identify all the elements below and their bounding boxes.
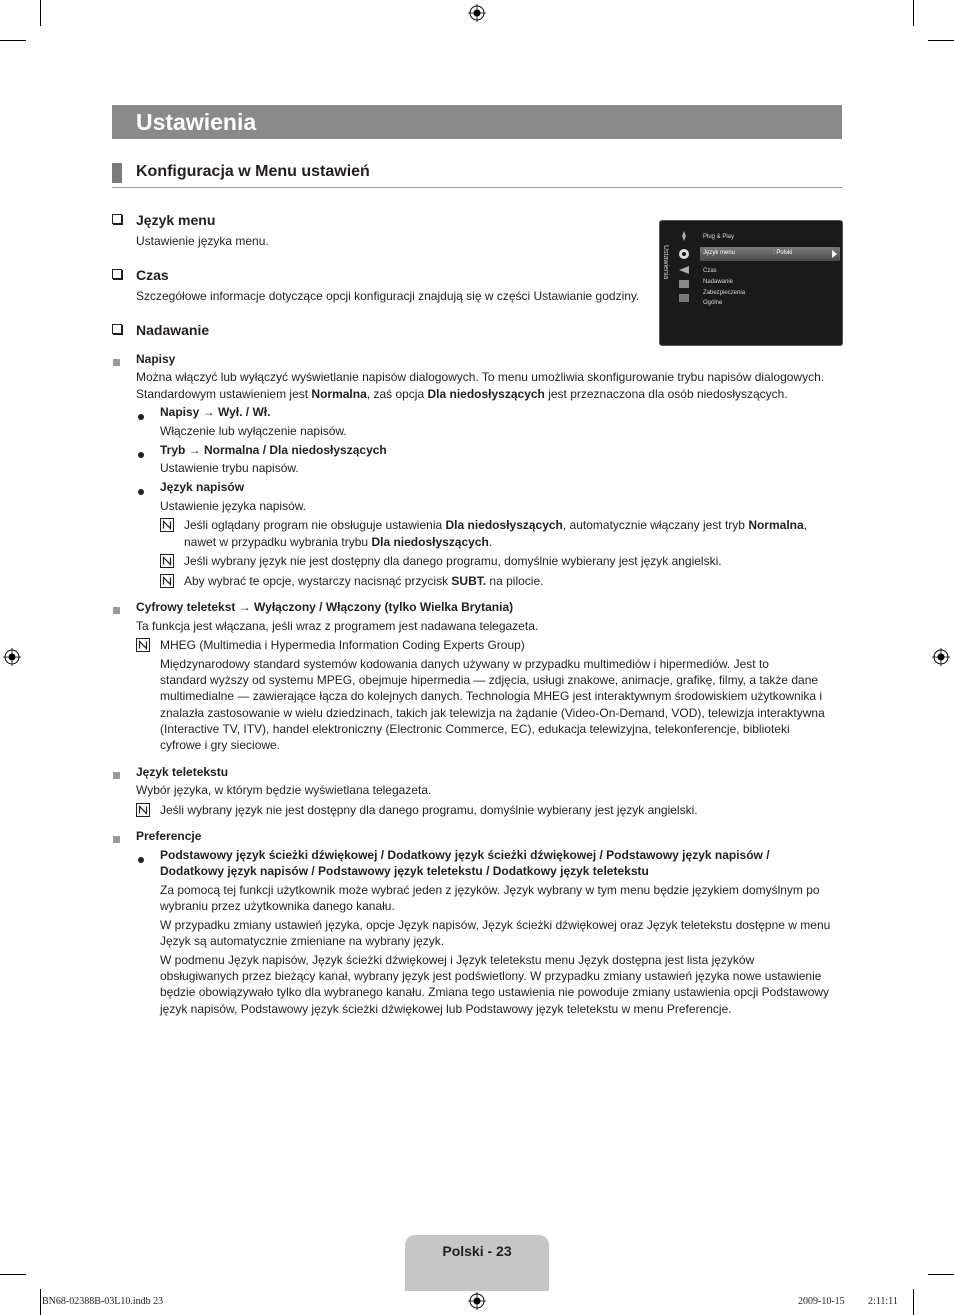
input-icon — [677, 278, 691, 290]
picture-icon — [677, 230, 691, 242]
jezyk-teletekstu-desc: Wybór języka, w którym będzie wyświetlana telegazeta. — [136, 783, 432, 797]
napisy-title: Napisy — [136, 352, 176, 366]
jezyk-teletekstu-note: Jeśli wybrany język nie jest dostępny dla danego programu, domyślnie wybierany jest język angielski. — [160, 803, 698, 817]
date-slug: 2009-10-15 — [798, 1296, 845, 1307]
tv-menu-item-zabezpieczenia: Zabezpieczenia — [703, 290, 746, 296]
napisy-note-3: Aby wybrać te opcje, wystarczy nacisnąć przycisk SUBT. na pilocie. — [184, 574, 544, 588]
napisy-bullet-1-title: Napisy → Wył. / Wł. — [160, 405, 271, 419]
tv-menu-side-label: Ustawienia — [662, 245, 669, 280]
napisy-bullet-3-title: Język napisów — [160, 480, 245, 494]
teletekst-p2: standard wyższy od systemu MPEG, obejmuje hipermedia — zdjęcia, usługi znakowe, animacje, grafikę, filmy, a także dane — [160, 673, 819, 687]
item-desc-czas: Szczegółowe informacje dotyczące opcji konfiguracji znajdują się w części Ustawianie godziny. — [136, 289, 640, 303]
crop-mark — [928, 40, 954, 41]
napisy-bullet-2-title: Tryb → Normalna / Dla niedosłyszących — [160, 443, 387, 457]
crop-mark — [0, 40, 26, 41]
antenna-icon — [677, 264, 691, 276]
napisy-bullet-1-desc: Włączenie lub wyłączenie napisów. — [160, 424, 347, 438]
page-number-tab — [405, 1235, 549, 1291]
teletekst-p5: (Interactive TV, ITV), handel elektroniczny (Electronic Commerce, EC), edukacja telewizyjna, telekonferencje, biblioteki — [160, 722, 790, 736]
file-slug: BN68-02388B-03L10.indb 23 — [42, 1296, 164, 1307]
napisy-bullet-2-desc: Ustawienie trybu napisów. — [160, 461, 299, 475]
square-bullet-icon — [113, 355, 120, 369]
item-title-czas: Czas — [136, 267, 169, 283]
tv-menu-item-ogolne: Ogólne — [703, 300, 723, 306]
teletekst-p4: znalazła zastosowanie w wielu dziedzinach, takich jak telewizja na żądanie (Video-On-Demand, VOD), telewizja interaktywna — [160, 706, 825, 720]
napisy-bullet-3-desc: Ustawienie języka napisów. — [160, 499, 307, 513]
preferencje-bullet-title-1: Podstawowy język ścieżki dźwiękowej / Dodatkowy język ścieżki dźwiękowej / Podstawowy język napisów / — [160, 848, 770, 862]
napisy-note-2: Jeśli wybrany język nie jest dostępny dla danego programu, domyślnie wybierany jest język angielski. — [184, 554, 722, 568]
registration-mark-icon — [468, 1292, 486, 1310]
note-icon — [136, 638, 150, 652]
preferencje-c4: język napisów, Podstawowy język ścieżki dźwiękowej lub Podstawowy język teletekstu w menu Preferencje. — [160, 1002, 732, 1016]
crop-mark — [40, 0, 41, 26]
square-bullet-icon — [113, 832, 120, 846]
registration-mark-icon — [3, 648, 21, 666]
square-bullet-icon — [113, 768, 120, 782]
item-checkbox-icon — [112, 268, 122, 282]
napisy-desc-2: Standardowym ustawieniem jest Normalna, zaś opcja Dla niedosłyszących jest przeznaczona dla osób niedosłyszących. — [136, 387, 788, 401]
tv-menu-item-selected — [700, 247, 840, 261]
time-slug: 2:11:11 — [868, 1296, 898, 1307]
teletekst-title: Cyfrowy teletekst → Wyłączony / Włączony (tylko Wielka Brytania) — [136, 600, 514, 614]
item-checkbox-icon — [112, 213, 122, 227]
registration-mark-icon — [468, 4, 486, 22]
section-heading — [112, 161, 842, 188]
preferencje-a2: wybraniu przez użytkownika danego kanału. — [160, 899, 395, 913]
preferencje-a1: Za pomocą tej funkcji użytkownik może wybrać jeden z języków. Język wybrany w tym menu będzie językiem domyślnym po — [160, 883, 820, 897]
napisy-desc-1: Można włączyć lub wyłączyć wyświetlanie napisów dialogowych. To menu umożliwia skonfigurowanie trybu napisów dialogowych. — [136, 370, 825, 384]
jezyk-teletekstu-title: Język teletekstu — [136, 765, 229, 779]
preferencje-c2: obsługiwanych przez bieżący kanał, wybrany język jest podświetlony. W przypadku zmiany ustawień języka nowe ustawienie — [160, 969, 822, 983]
preferencje-c1: W podmenu Język napisów, Język ścieżki dźwiękowej i Język teletekstu menu Język dostępna jest lista języków — [160, 953, 755, 967]
napisy-note-1-cont: nawet w przypadku wybrania trybu Dla niedosłyszących. — [184, 535, 493, 549]
crop-mark — [40, 1289, 41, 1315]
napisy-note-1: Jeśli oglądany program nie obsługuje ustawienia Dla niedosłyszących, automatycznie włączany jest tryb Normalna, — [184, 518, 808, 532]
tv-menu-screenshot — [659, 220, 843, 346]
bullet-icon — [138, 409, 144, 423]
item-title-jezyk-menu: Język menu — [136, 212, 216, 228]
page-title: Ustawienia — [136, 109, 257, 135]
preferencje-bullet-title-2: Dodatkowy język napisów / Podstawowy język teletekstu / Dodatkowy język teletekstu — [160, 864, 649, 878]
page-title-bar — [112, 105, 842, 139]
teletekst-note: MHEG (Multimedia i Hypermedia Information Coding Experts Group) — [160, 638, 525, 652]
note-icon — [160, 518, 174, 532]
crop-mark — [0, 1274, 26, 1275]
tv-menu-selected-value: : Polski — [773, 250, 793, 256]
page-number: Polski - 23 — [442, 1243, 512, 1259]
tv-menu-selected-label: Język menu — [703, 250, 736, 256]
item-desc-jezyk-menu: Ustawienie języka menu. — [136, 234, 269, 248]
teletekst-p6: cyfrowe i gry sieciowe. — [160, 738, 281, 752]
square-bullet-icon — [113, 603, 120, 617]
note-icon — [160, 554, 174, 568]
gear-icon — [677, 248, 691, 260]
bullet-icon — [138, 852, 144, 866]
note-icon — [136, 803, 150, 817]
tv-menu-sidebar — [660, 221, 674, 345]
crop-mark — [913, 0, 914, 26]
teletekst-desc: Ta funkcja jest włączana, jeśli wraz z programem jest nadawana telegazeta. — [136, 619, 539, 633]
preferencje-title: Preferencje — [136, 829, 202, 843]
application-icon — [677, 292, 691, 304]
tv-menu-item-czas: Czas — [703, 268, 717, 274]
tv-menu-item-nadawanie: Nadawanie — [703, 279, 734, 285]
teletekst-p1: Międzynarodowy standard systemów kodowania danych używany w przypadku multimediów i hipermediów. Jest to — [160, 657, 769, 671]
crop-mark — [913, 1289, 914, 1315]
item-title-nadawanie: Nadawanie — [136, 322, 210, 338]
tv-menu-item-plug-play: Plug & Play — [703, 234, 735, 240]
crop-mark — [928, 1274, 954, 1275]
preferencje-b1: W przypadku zmiany ustawień języka, opcje Język napisów, Język ścieżki dźwiękowej oraz Język teletekstu dostępne w menu — [160, 918, 831, 932]
registration-mark-icon — [932, 648, 950, 666]
bullet-icon — [138, 484, 144, 498]
chevron-right-icon — [832, 250, 837, 258]
note-icon — [160, 574, 174, 588]
item-checkbox-icon — [112, 323, 122, 337]
section-title: Konfiguracja w Menu ustawień — [136, 163, 370, 180]
preferencje-b2: Język są automatycznie zmieniane na wybrany język. — [160, 934, 445, 948]
section-marker — [112, 163, 122, 183]
bullet-icon — [138, 447, 144, 461]
preferencje-c3: będzie obowiązywało tylko dla wybranego kanału. Zmiana tego ustawienia nie powoduje zmiany ustawienia opcji Podstawowy — [160, 985, 830, 999]
teletekst-p3: multimedialne — zawierające łącza do kolejnych danych. Technologia MHEG jest interaktywnym środowiskiem użytkownika i — [160, 689, 823, 703]
